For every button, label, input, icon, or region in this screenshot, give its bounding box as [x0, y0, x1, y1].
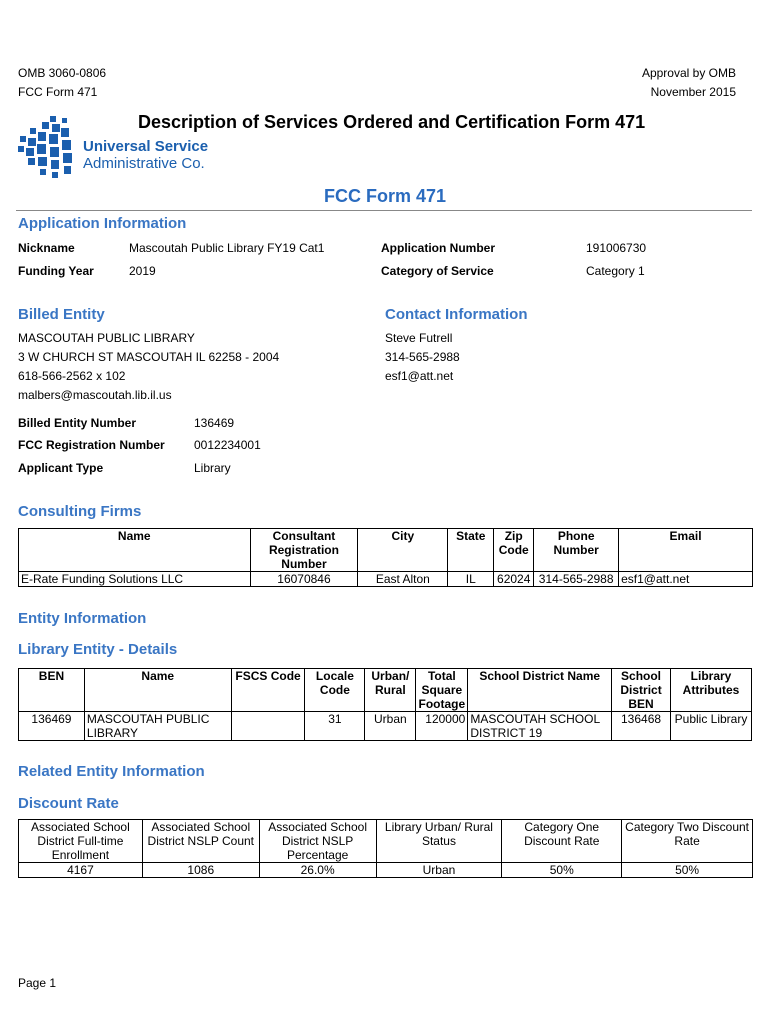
entity-library-attributes: Public Library: [671, 712, 752, 741]
funding-year-value: 2019: [129, 264, 156, 278]
ben-label: Billed Entity Number: [18, 416, 137, 430]
column-header: Email: [619, 529, 753, 572]
consultant-zip: 62024: [494, 572, 534, 587]
billed-entity-phone: 618-566-2562 x 102: [18, 369, 126, 383]
omb-number: OMB 3060-0806: [18, 66, 107, 80]
table-header-row: [19, 529, 753, 572]
application-number-label: Application Number: [381, 241, 496, 255]
application-section-title: Application Information: [18, 215, 187, 232]
column-header: City: [358, 529, 448, 572]
ben-value: 136469: [194, 416, 235, 430]
application-number-value: 191006730: [586, 241, 647, 255]
page-number: Page 1: [18, 976, 57, 990]
discount-rate-table: [18, 819, 753, 878]
header-left: [18, 64, 106, 102]
approval-date: November 2015: [650, 85, 736, 99]
approval-label: Approval by OMB: [641, 66, 736, 80]
column-header: Library Urban/ Rural Status: [376, 820, 502, 863]
column-header: Category Two Discount Rate: [622, 820, 753, 863]
entity-name: MASCOUTAH PUBLIC LIBRARY: [84, 712, 231, 741]
title-divider: [16, 210, 752, 211]
entity-urban-rural: Urban: [365, 712, 416, 741]
library-entity-subtitle: Library Entity - Details: [18, 641, 178, 658]
billed-entity-details: [18, 329, 279, 405]
entity-school-district: MASCOUTAH SCHOOL DISTRICT 19: [468, 712, 612, 741]
column-header: State: [448, 529, 494, 572]
table-row: [19, 863, 753, 878]
library-urban-rural-status: Urban: [376, 863, 502, 878]
column-header: Category One Discount Rate: [502, 820, 622, 863]
usac-logo-icon: [16, 116, 80, 186]
column-header: Associated School District Full-time Enrollment: [19, 820, 143, 863]
column-header: Urban/ Rural: [365, 669, 416, 712]
entity-ben: 136469: [19, 712, 85, 741]
contact-email: esf1@att.net: [385, 369, 454, 383]
category-label: Category of Service: [381, 264, 494, 278]
funding-year-label: Funding Year: [18, 264, 94, 278]
contact-section-title: Contact Information: [385, 306, 528, 323]
applicant-type-label: Applicant Type: [18, 461, 104, 475]
nickname-label: Nickname: [18, 241, 75, 255]
billed-entity-section-title: Billed Entity: [18, 306, 105, 323]
column-header: Name: [84, 669, 231, 712]
column-header: Name: [19, 529, 251, 572]
logo-line1: Universal Service: [83, 138, 209, 155]
district-nslp-count: 1086: [142, 863, 259, 878]
column-header: Zip Code: [494, 529, 534, 572]
page-title: Description of Services Ordered and Certification Form 471: [138, 112, 646, 132]
library-entity-table: [18, 668, 752, 741]
form-label: FCC Form 471: [18, 85, 98, 99]
column-header: BEN: [19, 669, 85, 712]
entity-square-footage: 120000: [416, 712, 468, 741]
billed-entity-name: MASCOUTAH PUBLIC LIBRARY: [18, 331, 195, 345]
consultant-name: E-Rate Funding Solutions LLC: [19, 572, 251, 587]
column-header: Consultant Registration Number: [250, 529, 358, 572]
column-header: Associated School District NSLP Count: [142, 820, 259, 863]
category-value: Category 1: [586, 264, 645, 278]
billed-entity-email: malbers@mascoutah.lib.il.us: [18, 388, 172, 402]
column-header: FSCS Code: [231, 669, 305, 712]
contact-details: [385, 329, 460, 386]
header-right: [642, 64, 736, 102]
category-two-discount: 50%: [622, 863, 753, 878]
consultant-email: esf1@att.net: [619, 572, 753, 587]
consulting-firms-table: [18, 528, 753, 587]
entity-district-ben: 136468: [612, 712, 671, 741]
column-header: School District BEN: [612, 669, 671, 712]
district-enrollment: 4167: [19, 863, 143, 878]
column-header: Locale Code: [305, 669, 365, 712]
table-header-row: [19, 820, 753, 863]
consultant-registration: 16070846: [250, 572, 358, 587]
consultant-city: East Alton: [358, 572, 448, 587]
applicant-type-value: Library: [194, 461, 231, 475]
billed-entity-address: 3 W CHURCH ST MASCOUTAH IL 62258 - 2004: [18, 350, 280, 364]
category-one-discount: 50%: [502, 863, 622, 878]
related-entity-section-title: Related Entity Information: [18, 763, 205, 780]
column-header: Library Attributes: [671, 669, 752, 712]
column-header: Total Square Footage: [416, 669, 468, 712]
consulting-section-title: Consulting Firms: [18, 503, 142, 520]
form-title: FCC Form 471: [323, 186, 447, 206]
fcc-registration-value: 0012234001: [194, 438, 261, 452]
fcc-registration-label: FCC Registration Number: [18, 438, 165, 452]
entity-fscs-code: [231, 712, 305, 741]
logo-line2: Administrative Co.: [83, 155, 205, 172]
column-header: Associated School District NSLP Percentage: [259, 820, 376, 863]
contact-phone: 314-565-2988: [385, 350, 460, 364]
entity-locale-code: 31: [305, 712, 365, 741]
table-row: [19, 572, 753, 587]
consultant-state: IL: [448, 572, 494, 587]
nickname-value: Mascoutah Public Library FY19 Cat1: [129, 241, 325, 255]
contact-name: Steve Futrell: [385, 331, 453, 345]
consultant-phone: 314-565-2988: [534, 572, 619, 587]
column-header: School District Name: [468, 669, 612, 712]
district-nslp-percentage: 26.0%: [259, 863, 376, 878]
entity-section-title: Entity Information: [18, 610, 147, 627]
discount-section-title: Discount Rate: [18, 795, 119, 812]
table-header-row: [19, 669, 752, 712]
column-header: Phone Number: [534, 529, 619, 572]
table-row: [19, 712, 752, 741]
